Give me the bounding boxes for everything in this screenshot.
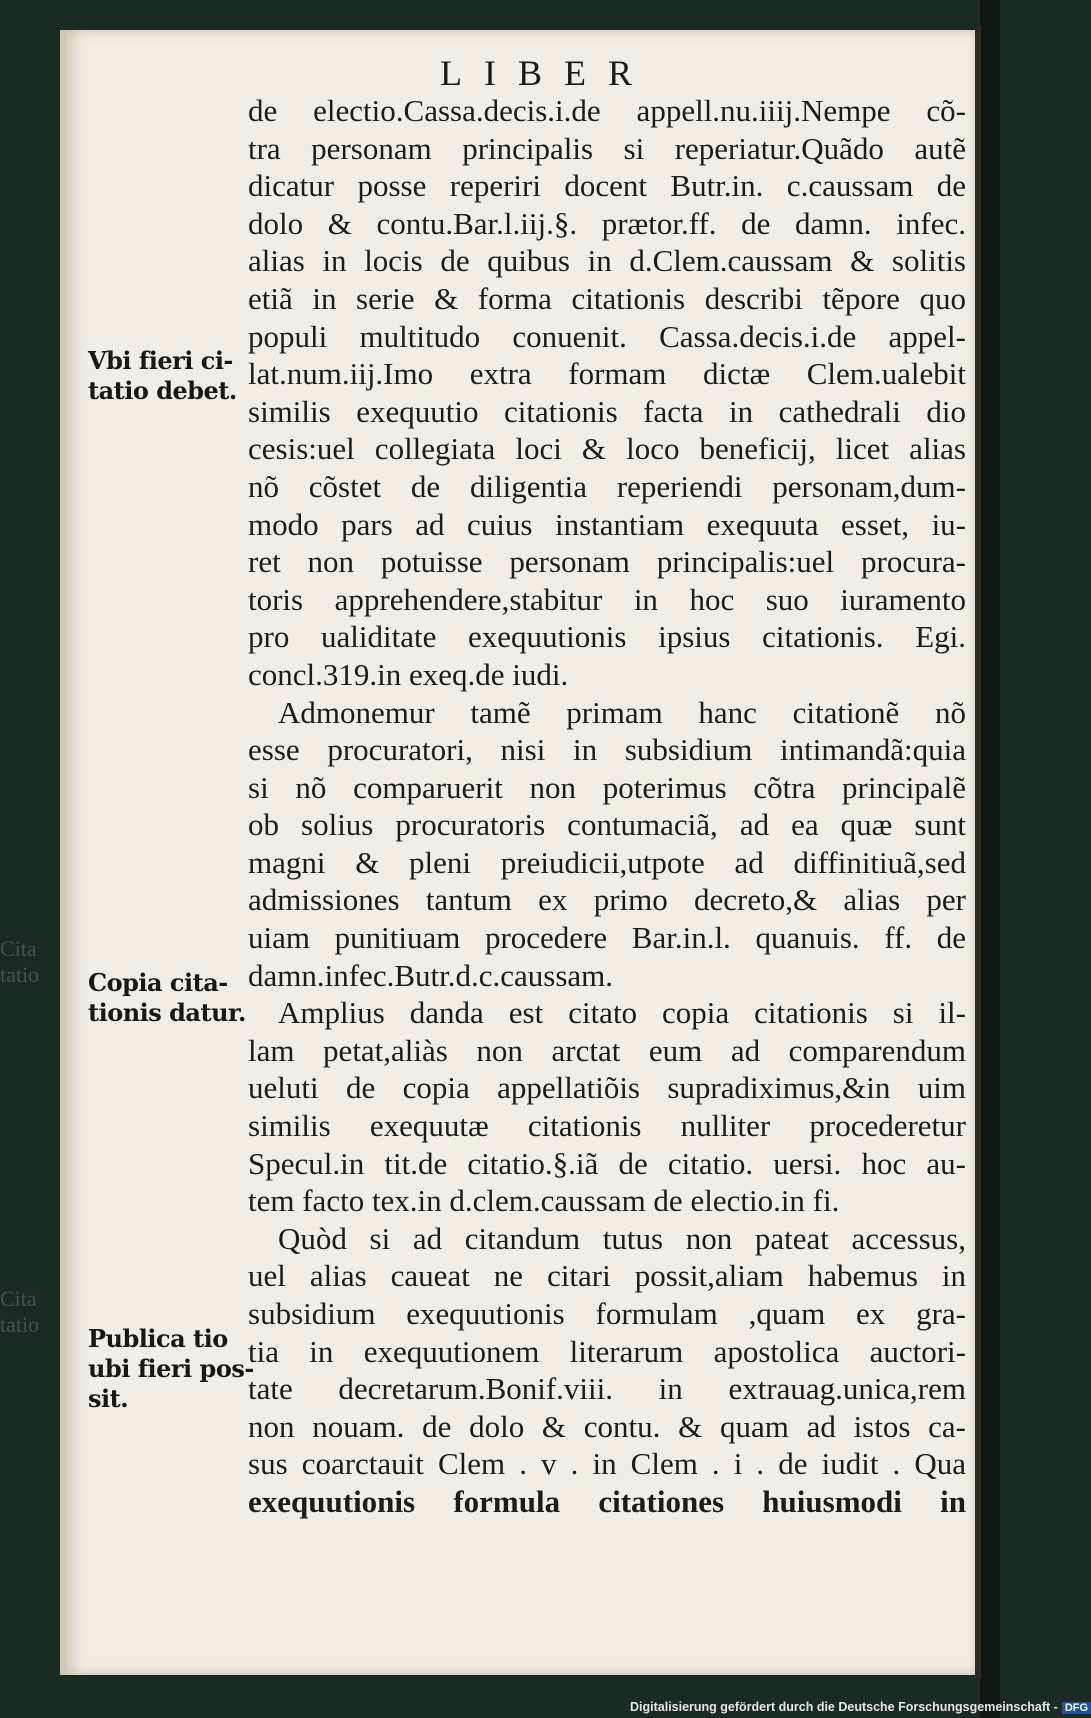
text-line: dicatur posse reperiri docent Butr.in. c.caussam de <box>248 168 966 204</box>
text-line: admissiones tantum ex primo decreto,& alias per <box>248 882 966 918</box>
credit-text: Digitalisierung gefördert durch die Deutsche Forschungsgemeinschaft - <box>630 1700 1058 1714</box>
text-line: uel alias caueat ne citari possit,aliam habemus in <box>248 1258 966 1294</box>
text-line: si nõ comparuerit non poterimus cõtra principalẽ <box>248 769 966 805</box>
marginal-note: Vbi fieri ci- tatio debet. <box>88 346 237 405</box>
text-line: de electio.Cassa.decis.i.de appell.nu.iiij.Nempe cõ- <box>248 93 966 128</box>
text-line: magni & pleni preiudicii,utpote ad diffinitiuã,sed <box>248 844 966 880</box>
text-line: tra personam principalis si reperiatur.Quãdo autẽ <box>248 130 966 166</box>
text-line: exequutionis formula citationes huiusmodi in <box>248 1483 966 1519</box>
text-line: tate decretarum.Bonif.viii. in extrauag.unica,rem <box>248 1371 966 1407</box>
text-line: modo pars ad cuius instantiam exequuta esset, iu- <box>248 506 966 542</box>
text-line: similis exequutæ citationis nulliter procederetur <box>248 1108 966 1144</box>
text-line: ret non potuisse personam principalis:uel procura- <box>248 544 966 580</box>
paragraph-first-line: Quòd si ad citandum tutus non pateat accessus, <box>278 1220 966 1256</box>
bleed-through-text: Cita tatio <box>0 936 40 987</box>
text-line: esse procuratori, nisi in subsidium intimandã:quia <box>248 732 966 768</box>
text-line: damn.infec.Butr.d.c.caussam. <box>248 957 614 993</box>
text-line: pro ualiditate exequutionis ipsius citationis. Egi. <box>248 619 966 655</box>
text-line: populi multitudo conuenit. Cassa.decis.i.de appel- <box>248 318 966 354</box>
paragraph-first-line: Admonemur tamẽ primam hanc citationẽ nõ <box>278 694 966 730</box>
text-line: uiam punitiuam procedere Bar.in.l. quanuis. ff. de <box>248 920 966 956</box>
text-line: lat.num.iij.Imo extra formam dictæ Clem.ualebit <box>248 356 966 392</box>
text-line: sus coarctauit Clem . v . in Clem . i . de iudit . Qua <box>248 1446 966 1482</box>
text-line: toris apprehendere,stabitur in hoc suo iuramento <box>248 581 966 617</box>
text-line: ueluti de copia appellatiõis supradiximus,&in uim <box>248 1070 966 1106</box>
text-line: nõ cõstet de diligentia reperiendi personam,dum- <box>248 468 966 504</box>
body-text <box>248 92 966 1521</box>
bleed-through-text: Cita tatio <box>0 1286 40 1337</box>
text-line: concl.319.in exeq.de iudi. <box>248 656 569 692</box>
text-line: tia in exequutionem literarum apostolica auctori- <box>248 1333 966 1369</box>
text-line: tem facto tex.in d.clem.caussam de electio.in fi. <box>248 1183 840 1219</box>
dfg-logo-icon: DFG <box>1062 1702 1091 1714</box>
paragraph-first-line: Amplius danda est citato copia citationis si il- <box>278 995 966 1031</box>
running-head: LIBER <box>440 53 654 93</box>
marginal-note: Copia cita- tionis datur. <box>88 968 246 1027</box>
text-line: dolo & contu.Bar.l.iij.§. prætor.ff. de damn. infec. <box>248 205 966 241</box>
text-line: Specul.in tit.de citatio.§.iã de citatio. uersi. hoc au- <box>248 1145 966 1181</box>
page-edge <box>975 26 981 1678</box>
text-line: cesis:uel collegiata loci & loco beneficij, licet alias <box>248 431 966 467</box>
text-line: alias in locis de quibus in d.Clem.caussam & solitis <box>248 243 966 279</box>
scan-background <box>980 0 1000 1718</box>
digitization-credit <box>630 1700 1091 1714</box>
text-line: subsidium exequutionis formulam ,quam ex gra- <box>248 1296 966 1331</box>
text-line: lam petat,aliàs non arctat eum ad comparendum <box>248 1032 966 1068</box>
text-line: etiã in serie & forma citationis describi tẽpore quo <box>248 280 966 316</box>
text-line: similis exequutio citationis facta in cathedrali dio <box>248 393 966 429</box>
text-line: ob solius procuratoris contumaciã, ad ea quæ sunt <box>248 807 966 843</box>
marginal-note: Publica tio ubi fieri pos- sit. <box>88 1324 254 1413</box>
text-line: non nouam. de dolo & contu. & quam ad istos ca- <box>248 1408 966 1444</box>
